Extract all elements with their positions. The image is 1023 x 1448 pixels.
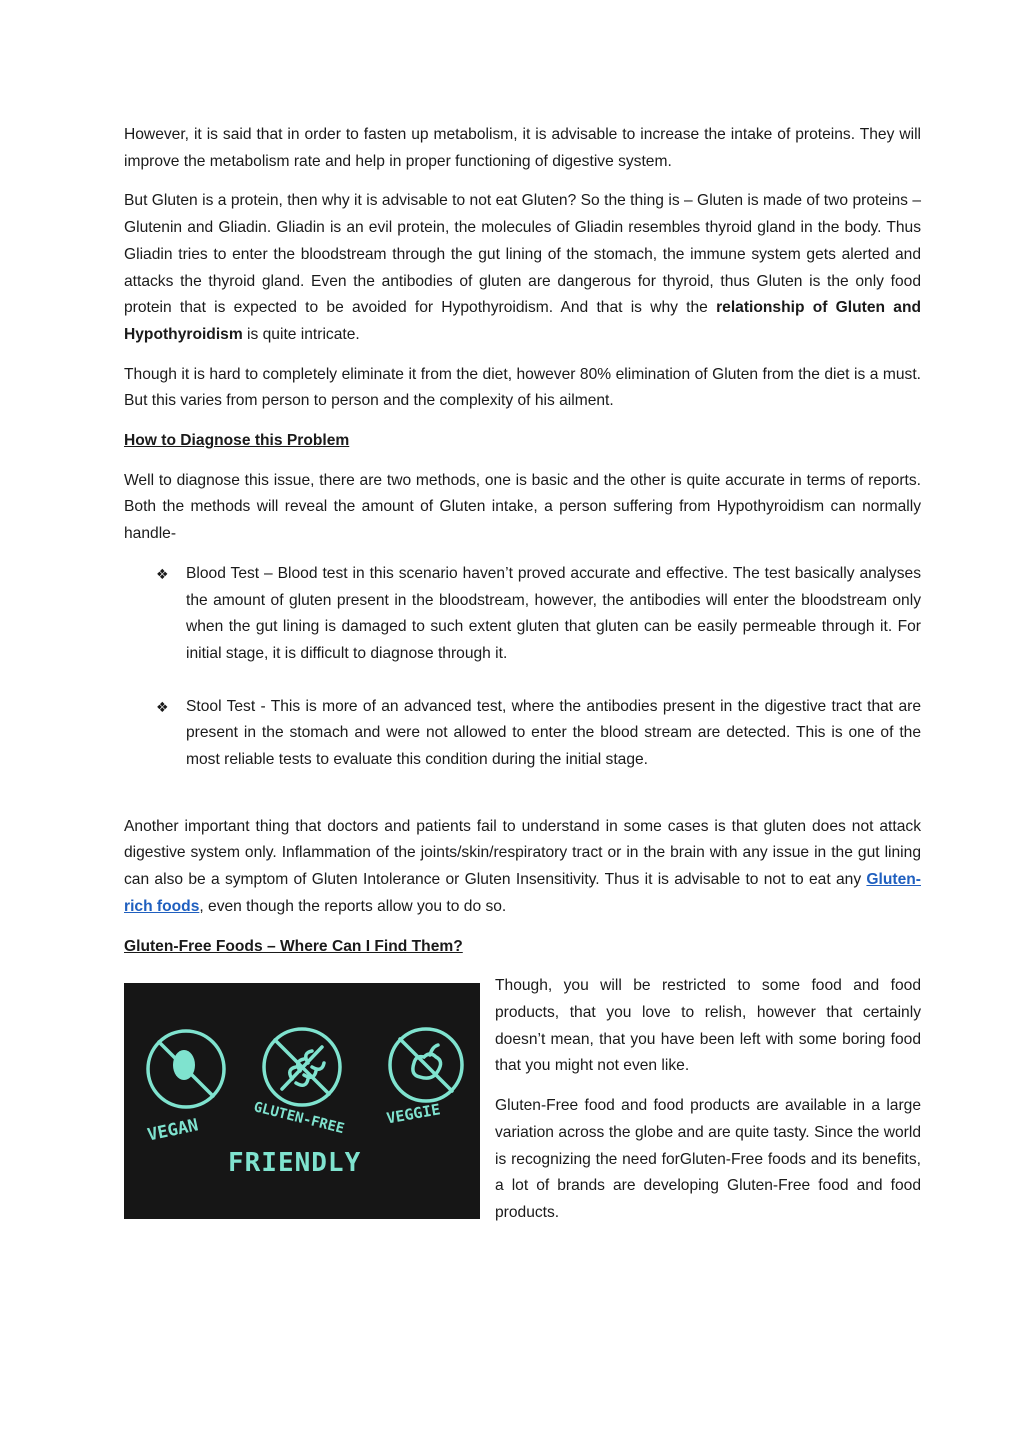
paragraph-gluten-protein-text: But Gluten is a protein, then why it is advisable to not eat Gluten? So the thing is – Gluten is made of two proteins – Glutenin and Gliadin. Gliadin is an evil protein, the molecules of Gliadin resembles thyroid gland in the body. Thus Gliadin tries to enter the bloodstream through the gut lining of the stomach, the immune system gets alerted and attacks the thyroid gland. Even the antibodies of gluten are dangerous for thyroid, thus Gluten is the only food protein that is expected to be avoided for Hypothyroidism. And that is why the xyxy=(124,192,921,317)
paragraph-another-text: Another important thing that doctors and patients fail to understand in some cases is that gluten does not attack digestive system only. Inflammation of the joints/skin/respiratory tract or in the brain with any issue in the gut lining can also be a symptom of Gluten Intolerance or Gluten Insensitivity. Thus it is advisable to not to eat any xyxy=(124,817,921,889)
friendly-label: FRIENDLY xyxy=(228,1148,362,1179)
bullet-item-blood-test xyxy=(156,561,921,668)
vegan-label: VEGAN xyxy=(145,1115,201,1146)
diamond-bullet-icon: ❖ xyxy=(156,565,169,582)
paragraph-another-important xyxy=(124,814,921,921)
gluten-free-label: GLUTEN-FREE xyxy=(252,1099,346,1138)
diamond-bullet-icon: ❖ xyxy=(156,698,169,715)
friendly-sign-graphic xyxy=(124,983,480,1219)
heading-gluten-free-foods: Gluten-Free Foods – Where Can I Find Them? xyxy=(124,937,463,955)
bullet-item-stool-test xyxy=(156,694,921,774)
heading-diagnose: How to Diagnose this Problem xyxy=(124,432,350,450)
bullet-text-stool-test: Stool Test - This is more of an advanced test, where the antibodies present in the digestive tract that are present in the stomach and were not allowed to enter the blood stream are detected. This is one of the most reliable tests to evaluate this condition during the initial stage. xyxy=(186,697,921,769)
bold-relationship-phrase: relationship of Gluten and Hypothyroidism xyxy=(124,299,922,343)
paragraph-restricted-foods: Though, you will be restricted to some food and food products, that you love to relish, however that certainly doesn’t mean, that you have been left with some boring food that you might not even like. xyxy=(495,977,921,1075)
gluten-free-friendly-image xyxy=(124,983,480,1219)
image-text-section xyxy=(124,973,921,1239)
veggie-label: VEGGIE xyxy=(385,1100,442,1128)
document-page xyxy=(124,122,921,1240)
paragraph-gluten-protein-end: is quite intricate. xyxy=(242,325,360,343)
paragraph-diagnose-intro: Well to diagnose this issue, there are two methods, one is basic and the other is quite accurate in terms of reports. Both the methods will reveal the amount of Gluten intake, a person suffering from Hypothyroidism can normally handle- xyxy=(124,471,921,543)
bullet-text-blood-test: Blood Test – Blood test in this scenario haven’t proved accurate and effective. The test basically analyses the amount of gluten present in the bloodstream, however, the antibodies will enter the bloodstream only when the gut lining is damaged to such extent gluten that gluten can be easily permeable through it. For initial stage, it is difficult to diagnose through it. xyxy=(186,564,921,662)
paragraph-another-end: , even though the reports allow you to do so. xyxy=(199,897,507,915)
paragraph-proteins: However, it is said that in order to fasten up metabolism, it is advisable to increase the intake of proteins. They will improve the metabolism rate and help in proper functioning of digestive system. xyxy=(124,126,921,170)
side-text-column xyxy=(495,973,921,1239)
paragraph-elimination: Though it is hard to completely eliminate it from the diet, however 80% elimination of Gluten from the diet is a must. But this varies from person to person and the complexity of his ailment. xyxy=(124,365,921,410)
paragraph-gluten-protein xyxy=(124,188,921,348)
gluten-rich-foods-link[interactable]: Gluten-rich foods xyxy=(124,871,921,915)
bullet-list xyxy=(124,561,921,774)
paragraph-available-foods: Gluten-Free food and food products are available in a large variation across the globe and are quite tasty. Since the world is recognizing the need forGluten-Free foods and its benefits, a lot of brands are developing Gluten-Free food and food products. xyxy=(495,1097,921,1221)
